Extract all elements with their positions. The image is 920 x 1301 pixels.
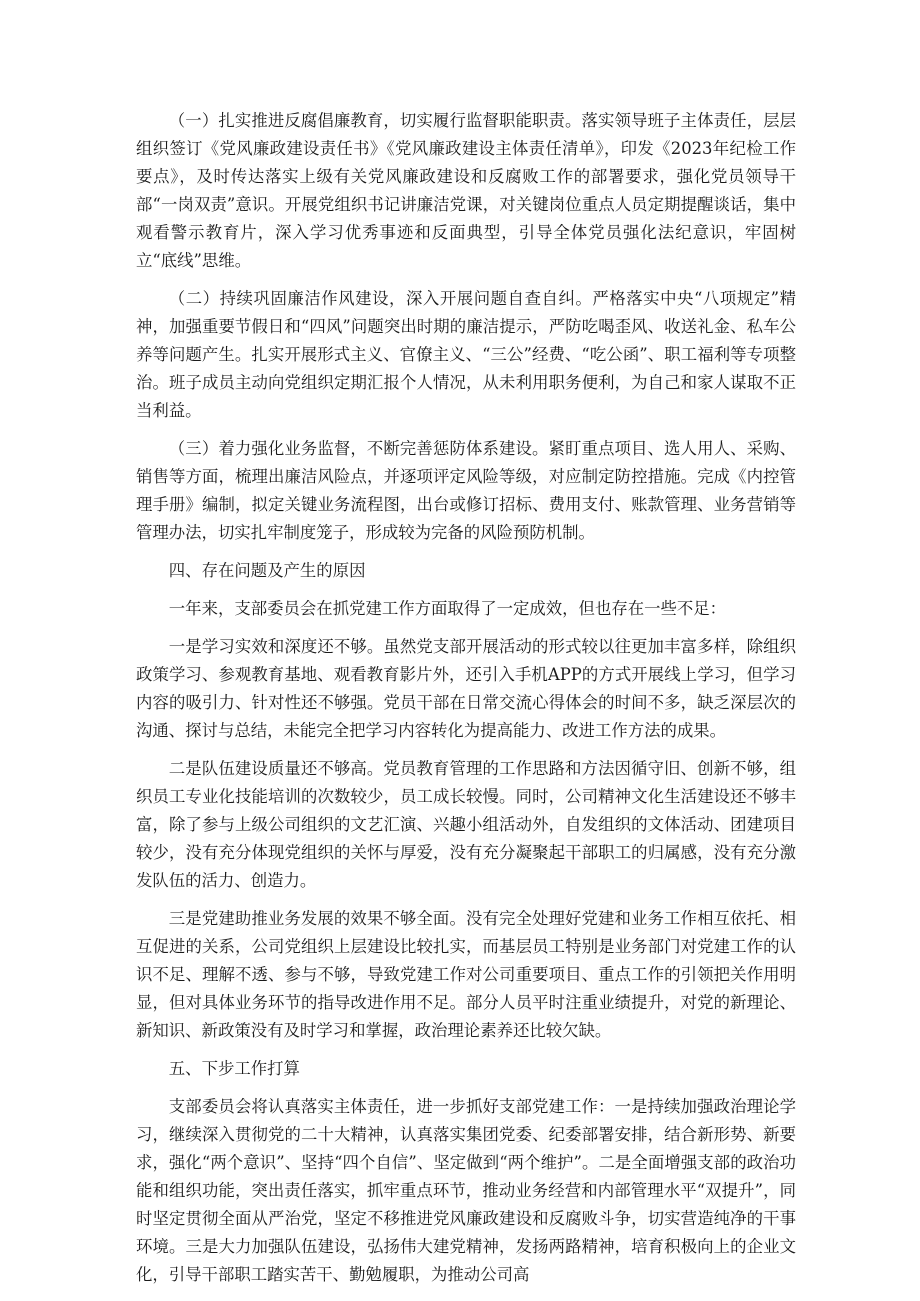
paragraph-problem-team: 二是队伍建设质量还不够高。党员教育管理的工作思路和方法因循守旧、创新不够，组织员工专业化技能培训的次数较少，员工成长较慢。同时，公司精神文化生活建设还不够丰富，除了参与上级公司组织的文艺汇演、兴趣小组活动外，自发组织的文体活动、团建项目较少，没有充分体现党组织的关怀与厚爱，没有充分凝聚起干部职工的归属感，没有充分激发队伍的活力、创造力。: [136, 759, 796, 890]
paragraph-problems-intro: 一年来，支部委员会在抓党建工作方面取得了一定成效，但也存在一些不足：: [168, 599, 727, 618]
paragraph-business-supervision: （三）着力强化业务监督，不断完善惩防体系建设。紧盯重点项目、选人用人、采购、销售等方面，梳理出廉洁风险点，并逐项评定风险等级，对应制定防控措施。完成《内控管理手册》编制，拟定关键业务流程图，出台或修订招标、费用支付、账款管理、业务营销等管理办法，切实扎牢制度笼子，形成较为完备的风险预防机制。: [136, 439, 796, 542]
section-heading-problems: 四、存在问题及产生的原因: [168, 561, 366, 580]
paragraph-problem-business: 三是党建助推业务发展的效果不够全面。没有完全处理好党建和业务工作相互依托、相互促进的关系，公司党组织上层建设比较扎实，而基层员工特别是业务部门对党建工作的认识不足、理解不透、参与不够，导致党建工作对公司重要项目、重点工作的引领把关作用明显，但对具体业务环节的指导改进作用不足。部分人员平时注重业绩提升，对党的新理论、新知识、新政策没有及时学习和掌握，政治理论素养还比较欠缺。: [136, 909, 796, 1040]
paragraph-clean-work-style: （二）持续巩固廉洁作风建设，深入开展问题自查自纠。严格落实中央“八项规定”精神，加强重要节假日和“四风”问题突出时期的廉洁提示，严防吃喝歪风、收送礼金、私车公养等问题产生。扎实开展形式主义、官僚主义、“三公”经费、“吃公函”、职工福利等专项整治。班子成员主动向党组织定期汇报个人情况，从未利用职务便利，为自己和家人谋取不正当利益。: [136, 289, 796, 420]
paragraph-next-steps: 支部委员会将认真落实主体责任，进一步抓好支部党建工作：一是持续加强政治理论学习，继续深入贯彻党的二十大精神，认真落实集团党委、纪委部署安排，结合新形势、新要求，强化“两个意识”、坚持“四个自信”、坚定做到“两个维护”。二是全面增强支部的政治功能和组织功能，突出责任落实，抓牢重点环节，推动业务经营和内部管理水平“双提升”，同时坚定贯彻全面从严治党，坚定不移推进党风廉政建设和反腐败斗争，切实营造纯净的干事环境。三是大力加强队伍建设，弘扬伟大建党精神，发扬两路精神，培育积极向上的企业文化，引导干部职工踏实苦干、勤勉履职，为推动公司高: [136, 1097, 796, 1284]
document-body: [136, 107, 796, 1299]
paragraph-problem-study: 一是学习实效和深度还不够。虽然党支部开展活动的形式较以往更加丰富多样，除组织政策学习、参观教育基地、观看教育影片外，还引入手机APP的方式开展线上学习，但学习内容的吸引力、针对性还不够强。党员干部在日常交流心得体会的时间不多，缺乏深层次的沟通、探讨与总结，未能完全把学习内容转化为提高能力、改进工作方法的成果。: [136, 637, 796, 740]
section-heading-next-steps: 五、下步工作打算: [168, 1059, 300, 1078]
paragraph-anticorruption-education: （一）扎实推进反腐倡廉教育，切实履行监督职能职责。落实领导班子主体责任，层层组织签订《党风廉政建设责任书》《党风廉政建设主体责任清单》，印发《2023年纪检工作要点》，及时传达落实上级有关党风廉政建设和反腐败工作的部署要求，强化党员领导干部“一岗双责”意识。开展党组织书记讲廉洁党课，对关键岗位重点人员定期提醒谈话，集中观看警示教育片，深入学习优秀事迹和反面典型，引导全体党员强化法纪意识，牢固树立“底线”思维。: [136, 111, 796, 270]
